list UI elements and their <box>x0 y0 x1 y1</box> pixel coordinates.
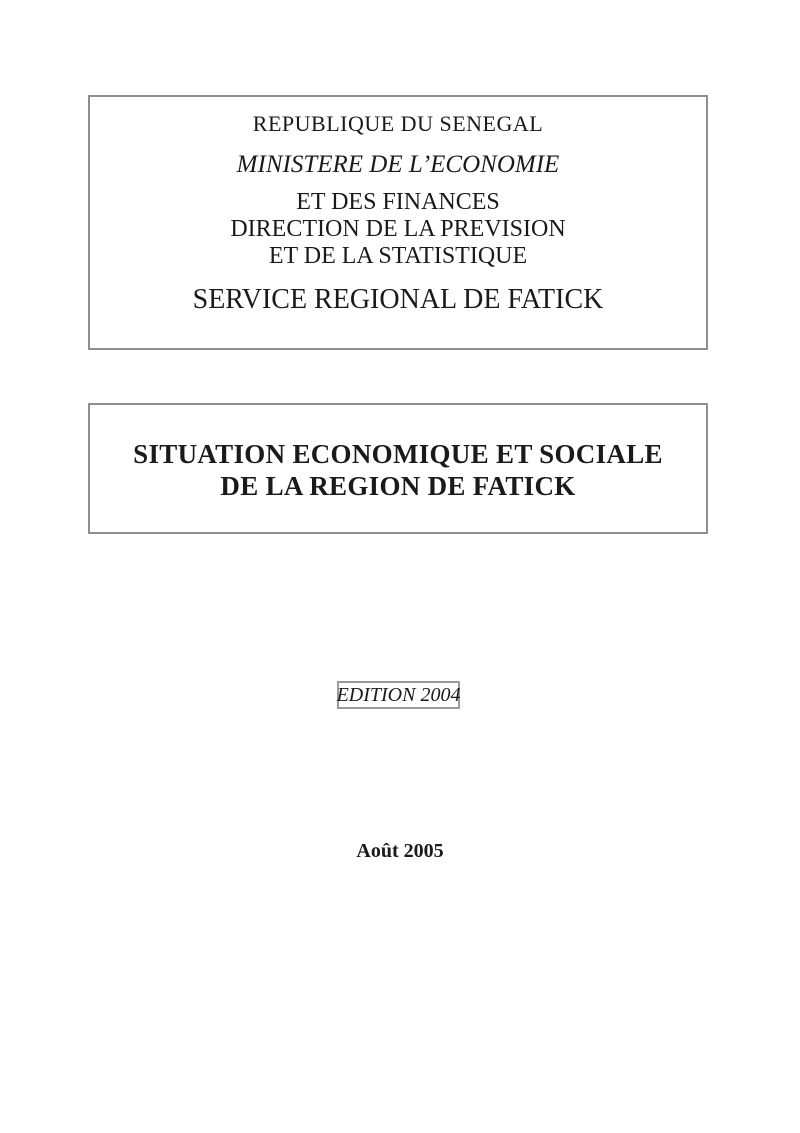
direction-line: DIRECTION DE LA PREVISION <box>230 216 566 242</box>
ministry-line: MINISTERE DE L’ECONOMIE <box>236 151 560 178</box>
report-title-line-1: SITUATION ECONOMIQUE ET SOCIALE <box>133 439 663 469</box>
ministry-line-2: ET DES FINANCES <box>296 189 500 215</box>
report-title <box>90 405 706 502</box>
report-title-box <box>88 403 708 534</box>
edition-badge-label: EDITION 2004 <box>336 684 461 706</box>
regional-service-line: SERVICE REGIONAL DE FATICK <box>192 284 604 315</box>
country-line: REPUBLIQUE DU SENEGAL <box>252 111 544 136</box>
edition-badge <box>337 681 460 709</box>
publication-date: Août 2005 <box>356 840 444 862</box>
direction-line-2: ET DE LA STATISTIQUE <box>268 243 528 269</box>
institution-header-box <box>88 95 708 350</box>
report-title-line-2: DE LA REGION DE FATICK <box>220 471 576 501</box>
